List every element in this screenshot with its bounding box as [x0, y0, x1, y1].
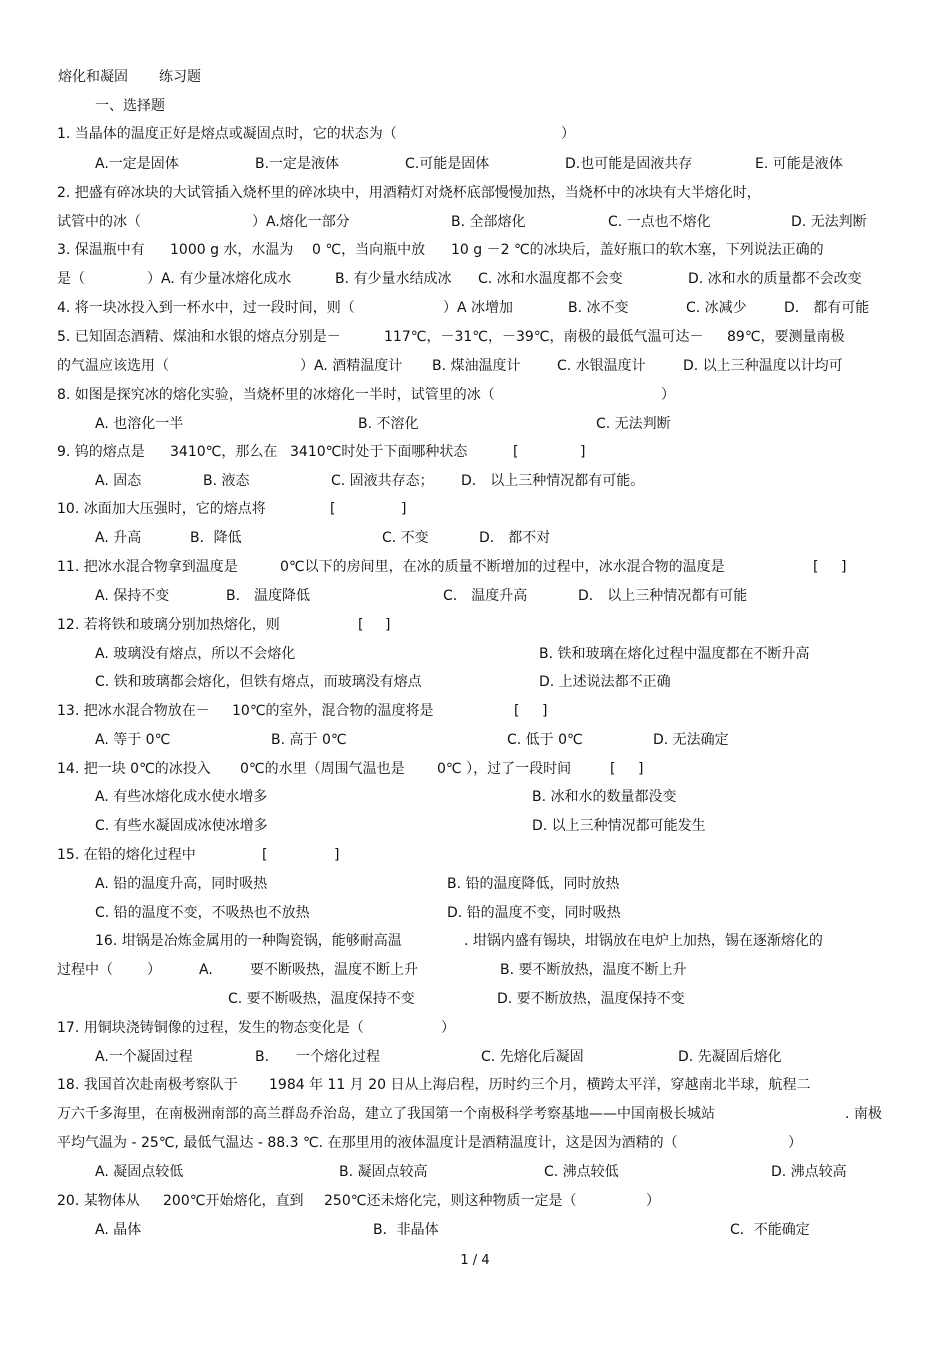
text-segment: D. 冰和水的质量都不会改变	[688, 271, 862, 287]
text-segment: [	[610, 761, 616, 777]
text-segment: ]	[385, 617, 391, 633]
text-segment: [	[358, 617, 364, 633]
text-segment: [	[513, 444, 519, 460]
text-segment: ]	[841, 559, 847, 575]
text-segment: 过程中（	[57, 962, 113, 978]
text-segment: D. 无法确定	[653, 732, 729, 748]
text-segment: D. 以上三种情况都可能发生	[532, 818, 706, 834]
text-segment: 250℃还未熔化完，则这种物质一定是（	[324, 1193, 577, 1209]
text-segment: B． 温度降低	[226, 588, 311, 604]
text-segment: 2. 把盛有碎冰块的大试管插入烧杯里的碎冰块中，用酒精灯对烧杯底部慢慢加热，当烧杯中的冰块有大半熔化时，	[57, 185, 761, 201]
text-segment: 0℃以下的房间里，在冰的质量不断增加的过程中，冰水混合物的温度是	[280, 559, 725, 575]
text-segment: . 坩锅内盛有锡块，坩锅放在电炉上加热，锡在逐渐熔化的	[464, 933, 823, 949]
text-segment: C. 有些水凝固成冰使冰增多	[95, 818, 268, 834]
text-segment: 89℃，要测量南极	[727, 329, 845, 345]
text-segment: 10. 冰面加大压强时，它的熔点将	[57, 501, 266, 517]
text-segment: A. 玻璃没有熔点，所以不会熔化	[95, 646, 296, 662]
text-segment: [	[813, 559, 819, 575]
text-segment: 10℃的室外，混合物的温度将是	[232, 703, 434, 719]
text-segment: 200℃开始熔化，直到	[163, 1193, 304, 1209]
text-segment: C. 铁和玻璃都会熔化，但铁有熔点，而玻璃没有熔点	[95, 674, 422, 690]
text-segment: 1. 当晶体的温度正好是熔点或凝固点时，它的状态为（	[57, 126, 397, 142]
text-segment: 14. 把一块 0℃的冰投入	[57, 761, 211, 777]
text-segment: B. 冰不变	[568, 300, 629, 316]
text-segment: B. 凝固点较高	[339, 1164, 428, 1180]
text-segment: ]	[542, 703, 548, 719]
text-segment: 4. 将一块冰投入到一杯水中，过一段时间，则（	[57, 300, 355, 316]
text-segment: D.也可能是固液共存	[565, 156, 693, 172]
text-segment: B. 铁和玻璃在熔化过程中温度都在不断升高	[539, 646, 810, 662]
text-segment: D. 沸点较高	[771, 1164, 847, 1180]
text-segment: C. 冰减少	[686, 300, 747, 316]
text-segment: C. 无法判断	[596, 416, 671, 432]
text-segment: B. 液态	[203, 473, 250, 489]
text-segment: 3. 保温瓶中有	[57, 242, 145, 258]
text-segment: 的气温应该选用（	[57, 358, 169, 374]
text-segment: ]	[334, 847, 340, 863]
text-segment: 1984 年 11 月 20 日从上海启程，历时约三个月，横跨太平洋，穿越南北半球，航程二	[269, 1077, 811, 1093]
page-number: 1 / 4	[460, 1253, 490, 1268]
text-segment: 是（	[57, 271, 85, 287]
text-segment: A.一定是固体	[95, 156, 179, 172]
text-segment: 18. 我国首次赴南极考察队于	[57, 1077, 238, 1093]
text-segment: D． 以上三种情况都有可能。	[461, 473, 645, 489]
text-segment: [	[514, 703, 520, 719]
text-segment: 20. 某物体从	[57, 1193, 140, 1209]
text-segment: C. 水银温度计	[557, 358, 646, 374]
text-segment: 3410℃，那么在	[170, 444, 278, 460]
text-segment: C． 温度升高	[443, 588, 528, 604]
text-segment: B．非晶体	[373, 1222, 439, 1238]
text-segment: 试管中的冰（	[57, 214, 141, 230]
text-segment: C．不能确定	[730, 1222, 810, 1238]
text-segment: D. 无法判断	[791, 214, 867, 230]
text-segment: 0℃的水里（周围气温也是	[240, 761, 405, 777]
text-segment: 1000 g 水，水温为	[170, 242, 294, 258]
text-segment: D. 上述说法都不正确	[539, 674, 671, 690]
text-segment: 8. 如图是探究冰的熔化实验，当烧杯里的冰熔化一半时，试管里的冰（	[57, 387, 495, 403]
text-segment: 要不断吸热，温度不断上升	[250, 962, 418, 978]
text-segment: C.可能是固体	[405, 156, 490, 172]
text-segment: 0℃ ），过了一段时间	[437, 761, 572, 777]
text-segment: B. 全部熔化	[451, 214, 526, 230]
text-segment: ）A 冰增加	[443, 300, 514, 316]
text-segment: 11. 把冰水混合物拿到温度是	[57, 559, 238, 575]
text-segment: ]	[638, 761, 644, 777]
text-segment: C. 先熔化后凝固	[481, 1049, 584, 1065]
text-segment: C. 固液共存态；	[331, 473, 434, 489]
text-segment: 10 g －2 ℃的冰块后，盖好瓶口的软木塞，下列说法正确的	[451, 242, 824, 258]
text-segment: D. 铅的温度不变，同时吸热	[447, 905, 621, 921]
text-segment: 一个熔化过程	[296, 1049, 380, 1065]
text-segment: ]	[580, 444, 586, 460]
text-segment: 练习题	[159, 69, 201, 85]
text-segment: A. 有些冰熔化成水使水增多	[95, 789, 268, 805]
text-segment: A. 也溶化一半	[95, 416, 184, 432]
text-segment: C. 冰和水温度都不会变	[478, 271, 623, 287]
text-segment: A.	[199, 962, 213, 978]
text-segment: 12. 若将铁和玻璃分别加热熔化，则	[57, 617, 280, 633]
text-segment: A. 铅的温度升高，同时吸热	[95, 876, 268, 892]
text-segment: 117℃，－31℃，－39℃，南极的最低气温可达－	[384, 329, 704, 345]
text-segment: A. 升高	[95, 530, 142, 546]
text-segment: ）	[661, 387, 675, 403]
text-segment: . 南极	[845, 1106, 882, 1122]
text-segment: D. 先凝固后熔化	[678, 1049, 782, 1065]
text-segment: 一、选择题	[95, 98, 165, 114]
text-segment: C. 不变	[382, 530, 429, 546]
text-segment: B.	[255, 1049, 270, 1065]
text-segment: C. 低于 0℃	[507, 732, 583, 748]
text-segment: ）	[147, 962, 161, 978]
text-segment: 13. 把冰水混合物放在－	[57, 703, 210, 719]
text-segment: B.一定是液体	[255, 156, 340, 172]
text-segment: 5. 已知固态酒精、煤油和水银的熔点分别是－	[57, 329, 341, 345]
text-segment: ）	[561, 126, 575, 142]
text-segment: ）	[441, 1020, 455, 1036]
text-segment: ）	[646, 1193, 660, 1209]
text-segment: 17. 用铜块浇铸铜像的过程，发生的物态变化是（	[57, 1020, 364, 1036]
text-segment: C. 沸点较低	[544, 1164, 619, 1180]
text-segment: ）A. 酒精温度计	[300, 358, 403, 374]
text-segment: A. 保持不变	[95, 588, 170, 604]
text-segment: [	[330, 501, 336, 517]
text-segment: ）	[788, 1135, 802, 1151]
text-segment: D． 以上三种情况都有可能	[578, 588, 748, 604]
text-segment: B. 冰和水的数量都没变	[532, 789, 677, 805]
text-segment: 9. 钨的熔点是	[57, 444, 145, 460]
text-segment: E. 可能是液体	[755, 156, 843, 172]
text-segment: D． 都不对	[479, 530, 551, 546]
text-segment: 15. 在铅的熔化过程中	[57, 847, 196, 863]
text-segment: 3410℃时处于下面哪种状态	[290, 444, 468, 460]
text-segment: D. 以上三种温度以计均可	[683, 358, 843, 374]
text-segment: B．降低	[190, 530, 242, 546]
text-segment: ）A.熔化一部分	[252, 214, 350, 230]
text-segment: B. 煤油温度计	[432, 358, 521, 374]
text-segment: B. 不溶化	[358, 416, 419, 432]
text-segment: A. 等于 0℃	[95, 732, 171, 748]
text-segment: 16. 坩锅是冶炼金属用的一种陶瓷锅，能够耐高温	[95, 933, 402, 949]
text-segment: A.一个凝固过程	[95, 1049, 193, 1065]
text-segment: ]	[401, 501, 407, 517]
text-segment: A. 凝固点较低	[95, 1164, 184, 1180]
text-segment: C. 要不断吸热，温度保持不变	[228, 991, 415, 1007]
text-segment: 0 ℃，当向瓶中放	[312, 242, 426, 258]
text-segment: D. 要不断放热，温度保持不变	[497, 991, 685, 1007]
text-segment: 万六千多海里，在南极洲南部的高兰群岛乔治岛，建立了我国第一个南极科学考察基地——中国南极长城站	[57, 1106, 715, 1122]
text-segment: B. 要不断放热，温度不断上升	[500, 962, 687, 978]
text-segment: [	[262, 847, 268, 863]
text-segment: B. 铅的温度降低，同时放热	[447, 876, 620, 892]
text-segment: D． 都有可能	[784, 300, 870, 316]
text-segment: C. 一点也不熔化	[608, 214, 711, 230]
text-segment: 平均气温为 - 25℃, 最低气温达 - 88.3 ℃. 在那里用的液体温度计是酒精温度计，这是因为酒精的（	[57, 1135, 678, 1151]
text-segment: B. 有少量水结成冰	[335, 271, 452, 287]
text-segment: ）A. 有少量冰熔化成水	[147, 271, 292, 287]
text-segment: B. 高于 0℃	[271, 732, 347, 748]
text-segment: C. 铅的温度不变，不吸热也不放热	[95, 905, 310, 921]
text-segment: A. 固态	[95, 473, 142, 489]
text-segment: 熔化和凝固	[58, 69, 128, 85]
text-segment: A. 晶体	[95, 1222, 142, 1238]
